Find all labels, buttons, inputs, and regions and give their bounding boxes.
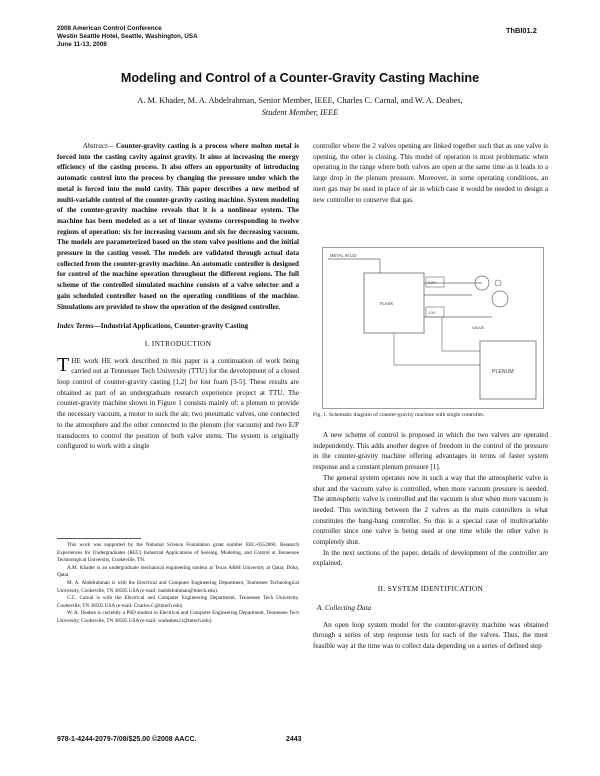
index-terms-text: Industrial Applications, Counter-gravity Casting [100,322,249,331]
figure-1-caption: Fig. 1. Schematic diagram of counter-gravity machine with single controller. [313,412,485,418]
authors [40,95,560,119]
figure-frame [323,248,544,409]
section-heading-intro: I. INTRODUCTION [144,338,212,348]
right-paragraph-4: In the next sections of the paper, details of development of the controller are explained. [313,548,548,568]
page-number: 2443 [286,736,302,743]
right-paragraph-2: A new scheme of control is proposed in which the two valves are operated independently. This adds another degree of freedom in the control of the pressure in the counter-gravity machine offering advantages in terms of faster system response and a constant plenum pressure [1]. [313,431,548,472]
figure-label-metal: METAL IN LID [330,253,357,258]
abstract-label: Abstract— [83,142,114,150]
right-paragraph-5: An open loop system model for the counter-gravity machine was obtained through a series of step response tests for each of the valves. Thus, the most feasible way at the time was to collect data depending on a series of defined step [313,620,548,650]
conference-dates: June 11-13, 2008 [57,41,107,48]
conference-header [57,25,198,49]
intro-text: HE work HE work described in this paper is a continuation of work being carried out at Tennessee Tech University (TTU) for the development of a closed loop control of counter-gravity casting [1,2] for lost foam [3-5]. These results are obtained as part of an undergraduate research experience project at TTU. The counter-gravity machine shown in Figure 1 consists mainly of: a plenum to provide the necessary vacuum, a motor to suck the air, two pneumatic valves, one connected to the atmosphere and the other connected to the plenum (for vacuum) and two E/P transducers to control the position of both valve stems. The system is originally configured to work with a single [57,356,299,451]
left-column [57,141,299,452]
figure-label-valve: VALVE [472,325,485,330]
authors-line-2: Student Member, IEEE [261,108,339,117]
footnotes [57,542,299,626]
section-heading-system-identification: II. SYSTEM IDENTIFICATION [377,584,484,594]
footnote-author-4: W. A. Deabes is currently a PhD student in Electrical and Computer Engineering Department, Tennessee Tech University, Cookeville, TN 38505 USA (e-mail: wadeabes21@tntech.edu). [57,610,299,624]
abstract-text: Counter-gravity casting is a process where molten metal is forced into the casting cavity against gravity. It aims at increasing the energy efficiency of the casting process. It also offers an opportunity of introducing automatic control into the process by changing the pressure under which the metal is forced into the mold cavity. This paper describes a new method of multi-variable control of the counter-gravity casting machine. System modeling of the counter-gravity machine reveals that it is a nonlinear system. The machine has been modeled as a set of linear systems corresponding to twelve regions of operation: six for increasing vacuum and six for decreasing vacuum. The models are parameterized based on the stem valve positions and the initial pressure in the casting vessel. The models are validated through actual data collected from the counter-gravity machine. An automatic controller is designed for control of the machine operation throughout the different regions. The full scheme of the controlled simulated machine consists of a valve selector and a gain scheduled controller based on the operating conditions of the machine. Simulations are provided to show the operation of the designed controller. [57,142,299,311]
conference-name: 2008 American Control Conference [57,25,162,32]
figure-label-plenum: PLENUM [492,369,514,375]
index-terms [57,321,299,332]
index-terms-label: Index Terms— [57,322,101,331]
authors-line-1: A. M. Khader, M. A. Abdelrahman, Senior Member, IEEE, Charles C. Carnal, and W. A. Deabes, [137,96,463,105]
abstract [57,141,299,312]
footnote-author-1: A.M. Khader is an undergraduate mechanical engineering student at Texas A&M University at Qatar, Doha, Qatar. [57,564,299,579]
right-paragraph-1: controller where the 2 valves opening are linked together such that as one valve is opening, the other is closing. This model of operation is most problematic when operating in the range where both valves are open at the same time as it leads to a large drop in the plenum pressure. Moreover, in some operating conditions, an inert gas may be used in place of air in which case it would be needed to design a new controller to conserve that gas. [313,142,548,204]
subsection-collecting-data: A. Collecting Data [317,603,372,612]
page-title: Modeling and Control of a Counter-Gravity Casting Machine [120,71,480,85]
right-paragraph-3: The general system operates now in such a way that the atmospheric valve is shut and the vacuum valve is controlled, when more vacuum pressure is needed. The atmospheric valve is controlled and the vacuum is shut when more vacuum is needed. This switching between the 2 valves as the main controllers is what constitutes the bang-bang controller. So this is a special case of multivariable controller since one valve is being used at one time while the other valve is completely shut. [313,473,548,547]
dropcap: T [57,353,70,376]
figure-label-p2: 1.5V [428,311,436,315]
footnote-rule [57,538,141,539]
figure-1-schematic [322,247,544,409]
footnote-author-3: C.C. Carnal is with the Electrical and Computer Engineering Department, Tennessee Tech University, Cookeville, TN 38505 USA (e-mail: Charles.C@tntech.edu) [57,595,299,609]
footer-isbn: 978-1-4244-2079-7/08/$25.00 ©2008 AACC. [57,736,197,743]
intro-paragraph [57,353,299,452]
conference-venue: Westin Seattle Hotel, Seattle, Washington, USA [57,33,198,40]
figure-label-p1: 3.5V [428,281,436,285]
figure-label-flask: FLASK [380,301,394,306]
footnote-funding: This work was supported by the National Science Foundation grant number EEC-0552860, Research Experiences for Undergraduates (REU) Industrial Applications of Sensing, Modeling, and Control at Tennessee Technological University, Cookeville, TN. [57,542,299,564]
right-column-bottom [313,430,548,652]
session-code: ThBI01.2 [506,26,537,35]
footnote-author-2: M. A. Abdelrahman is with the Electrical and Computer Engineering Department, Tennessee Technological University, Cookeville, TN 38505 USA (e-mail: mabdelrahman@tntech.edu). [57,579,299,594]
right-column-top [313,141,548,205]
